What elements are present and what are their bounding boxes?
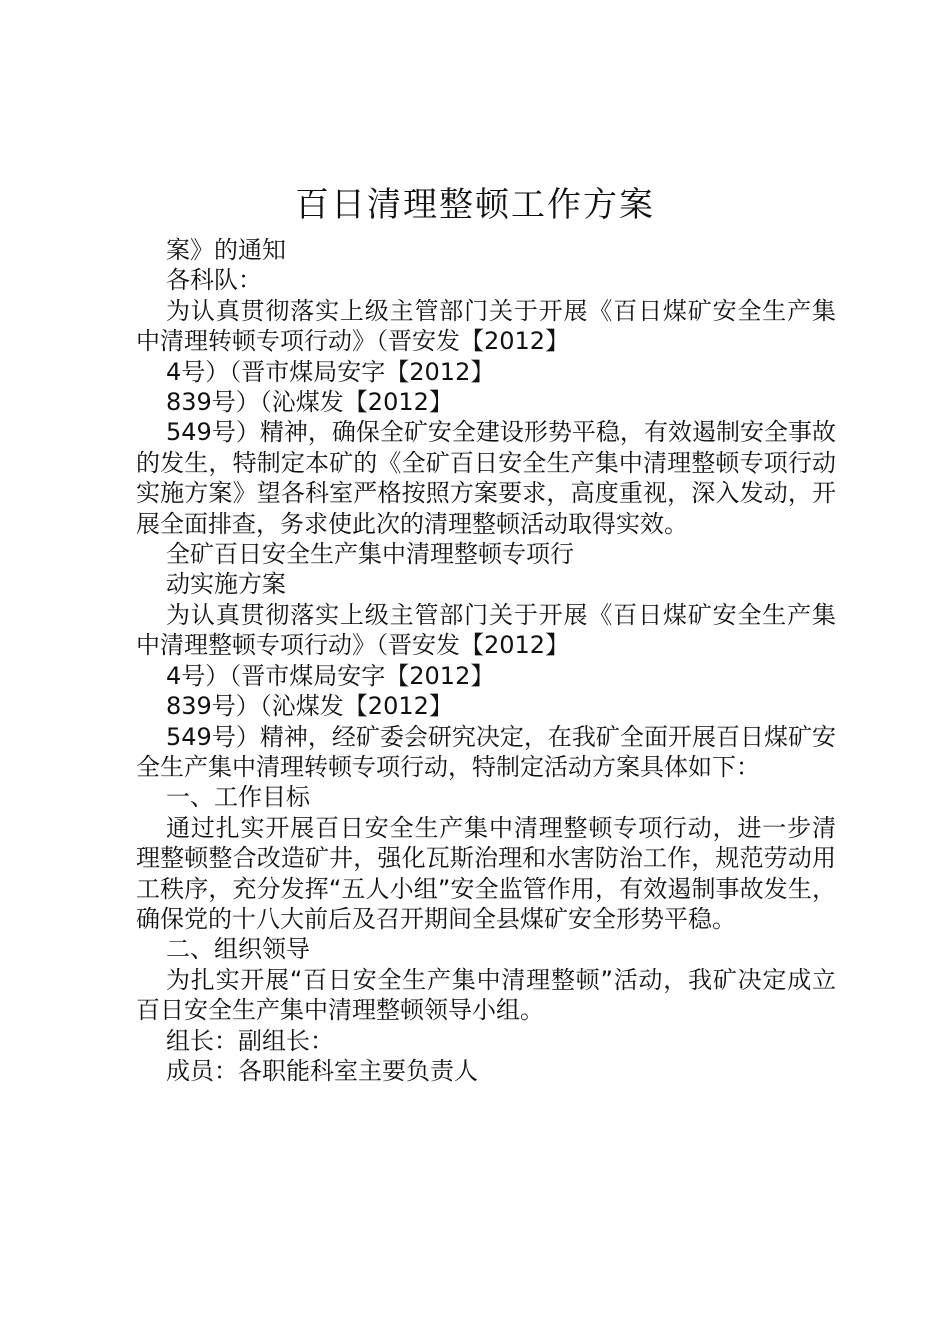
paragraph: 成员：各职能科室主要负责人: [166, 1056, 478, 1085]
paragraph: 动实施方案: [166, 570, 286, 599]
paragraph: 为认真贯彻落实上级主管部门关于开展《百日煤矿安全生产集中清理整顿专项行动》（晋安发【2012】: [136, 600, 836, 660]
paragraph: 4号）（晋市煤局安字【2012】: [166, 357, 495, 386]
paragraph: 为认真贯彻落实上级主管部门关于开展《百日煤矿安全生产集中清理转顿专项行动》（晋安发【2012】: [136, 296, 836, 356]
section-heading: 一、工作目标: [166, 783, 310, 812]
paragraph: 组长：副组长：: [166, 1026, 334, 1055]
paragraph: 全矿百日安全生产集中清理整顿专项行: [166, 540, 574, 569]
paragraph: 4号）（晋市煤局安字【2012】: [166, 661, 495, 690]
document-title: 百日清理整顿工作方案: [295, 185, 655, 225]
paragraph: 案》的通知: [166, 236, 286, 264]
paragraph: 839号）（沁煤发【2012】: [166, 388, 453, 417]
section-heading: 二、组织领导: [166, 935, 310, 964]
paragraph: 549号）精神，经矿委会研究决定，在我矿全面开展百日煤矿安全生产集中清理转顿专项行动，特制定活动方案具体如下：: [136, 722, 836, 781]
paragraph: 839号）（沁煤发【2012】: [166, 692, 453, 721]
paragraph: 549号）精神，确保全矿安全建设形势平稳，有效遏制安全事故的发生，特制定本矿的《全矿百日安全生产集中清理整顿专项行动实施方案》望各科室严格按照方案要求，高度重视，深入发动，开展全面排查，务求使此次的清理整顿活动取得实效。: [136, 418, 836, 538]
document-body: [136, 235, 836, 1086]
paragraph: 通过扎实开展百日安全生产集中清理整顿专项行动，进一步清理整顿整合改造矿井，强化瓦斯治理和水害防治工作，规范劳动用工秩序，充分发挥“五人小组”安全监管作用，有效遏制事故发生，确保党的十八大前后及召开期间全县煤矿安全形势平稳。: [136, 813, 836, 933]
paragraph: 为扎实开展“百日安全生产集中清理整顿”活动，我矿决定成立百日安全生产集中清理整顿领导小组。: [136, 965, 836, 1025]
paragraph: 各科队：: [166, 266, 262, 295]
